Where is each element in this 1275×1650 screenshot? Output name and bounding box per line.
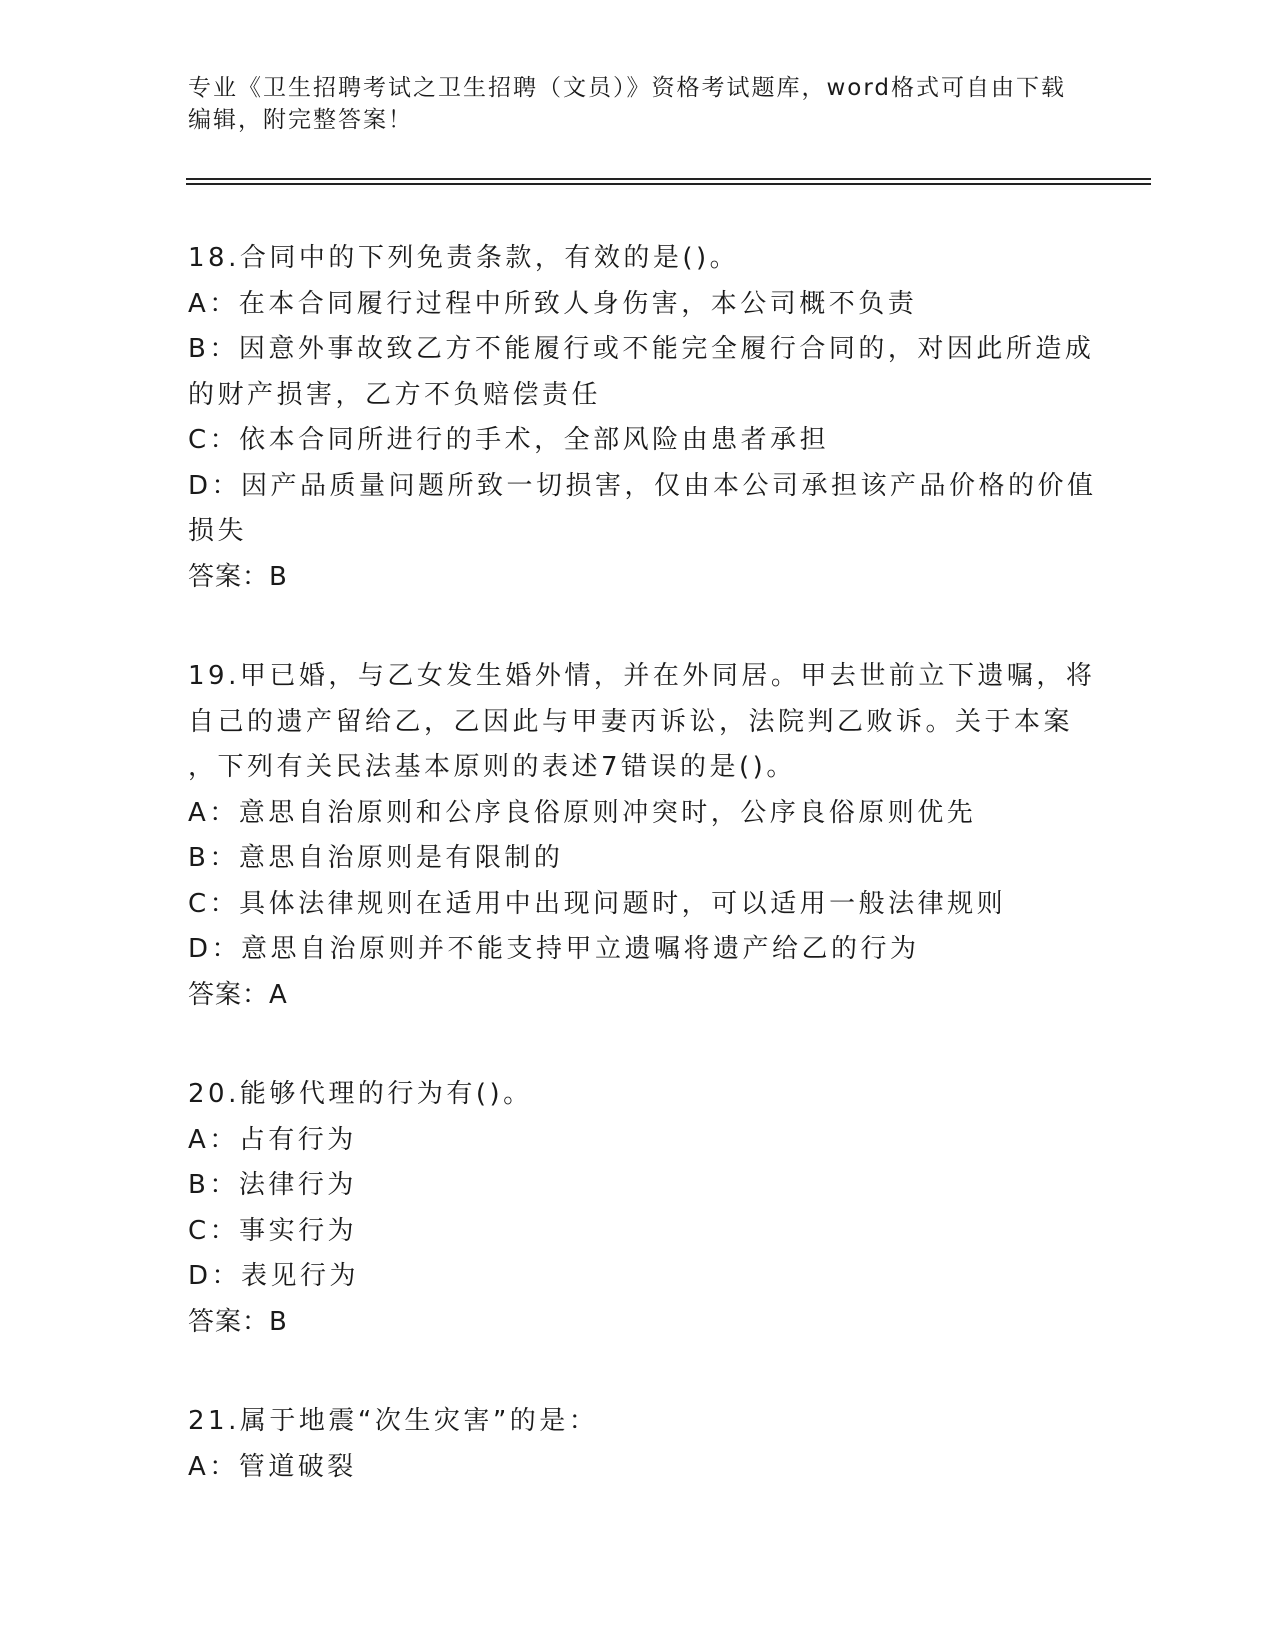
header-divider-bottom	[186, 183, 1151, 185]
question-20	[188, 1072, 1088, 1345]
question-stem-continued: ，下列有关民法基本原则的表述7错误的是()。	[188, 752, 796, 782]
option-a: A：管道破裂	[188, 1451, 357, 1482]
header-divider-top	[186, 178, 1151, 180]
option-b-continued: 的财产损害，乙方不负赔偿责任	[188, 379, 602, 410]
option-b: B：因意外事故致乙方不能履行或不能完全履行合同的，对因此所造成	[188, 334, 1095, 364]
answer-label: 答案：A	[188, 979, 288, 1010]
option-b: B：意思自治原则是有限制的	[188, 843, 564, 873]
document-header	[188, 72, 1088, 136]
question-19	[188, 654, 1096, 1018]
question-stem: 18.合同中的下列免责条款，有效的是()。	[188, 243, 740, 273]
answer-label: 答案：B	[188, 561, 288, 592]
option-d-continued: 损失	[188, 516, 248, 546]
question-stem-continued: 自己的遗产留给乙，乙因此与甲妻丙诉讼，法院判乙败诉。关于本案	[188, 706, 1074, 737]
option-c: C：具体法律规则在适用中出现问题时，可以适用一般法律规则	[188, 888, 1007, 919]
question-stem: 20.能够代理的行为有()。	[188, 1079, 533, 1109]
option-d: D：意思自治原则并不能支持甲立遗嘱将遗产给乙的行为	[188, 934, 920, 964]
answer-label: 答案：B	[188, 1306, 288, 1337]
option-a: A：占有行为	[188, 1124, 357, 1155]
question-list	[188, 236, 1097, 1544]
option-c: C：事实行为	[188, 1215, 358, 1246]
option-d: D：因产品质量问题所致一切损害，仅由本公司承担该产品价格的价值	[188, 470, 1097, 501]
option-a: A：意思自治原则和公序良俗原则冲突时，公序良俗原则优先	[188, 797, 977, 828]
header-line-2: 编辑，附完整答案！	[188, 107, 413, 133]
option-d: D：表见行为	[188, 1261, 360, 1291]
header-line-1: 专业《卫生招聘考试之卫生招聘（文员）》资格考试题库，word格式可自由下载	[188, 75, 1067, 101]
question-18	[188, 236, 1097, 600]
question-stem: 21.属于地震“次生灾害”的是：	[188, 1406, 599, 1436]
option-c: C：依本合同所进行的手术，全部风险由患者承担	[188, 425, 830, 455]
option-a: A：在本合同履行过程中所致人身伤害，本公司概不负责	[188, 288, 918, 319]
question-stem: 19.甲已婚，与乙女发生婚外情，并在外同居。甲去世前立下遗嘱，将	[188, 661, 1096, 691]
question-21	[188, 1399, 1088, 1490]
option-b: B：法律行为	[188, 1170, 357, 1200]
